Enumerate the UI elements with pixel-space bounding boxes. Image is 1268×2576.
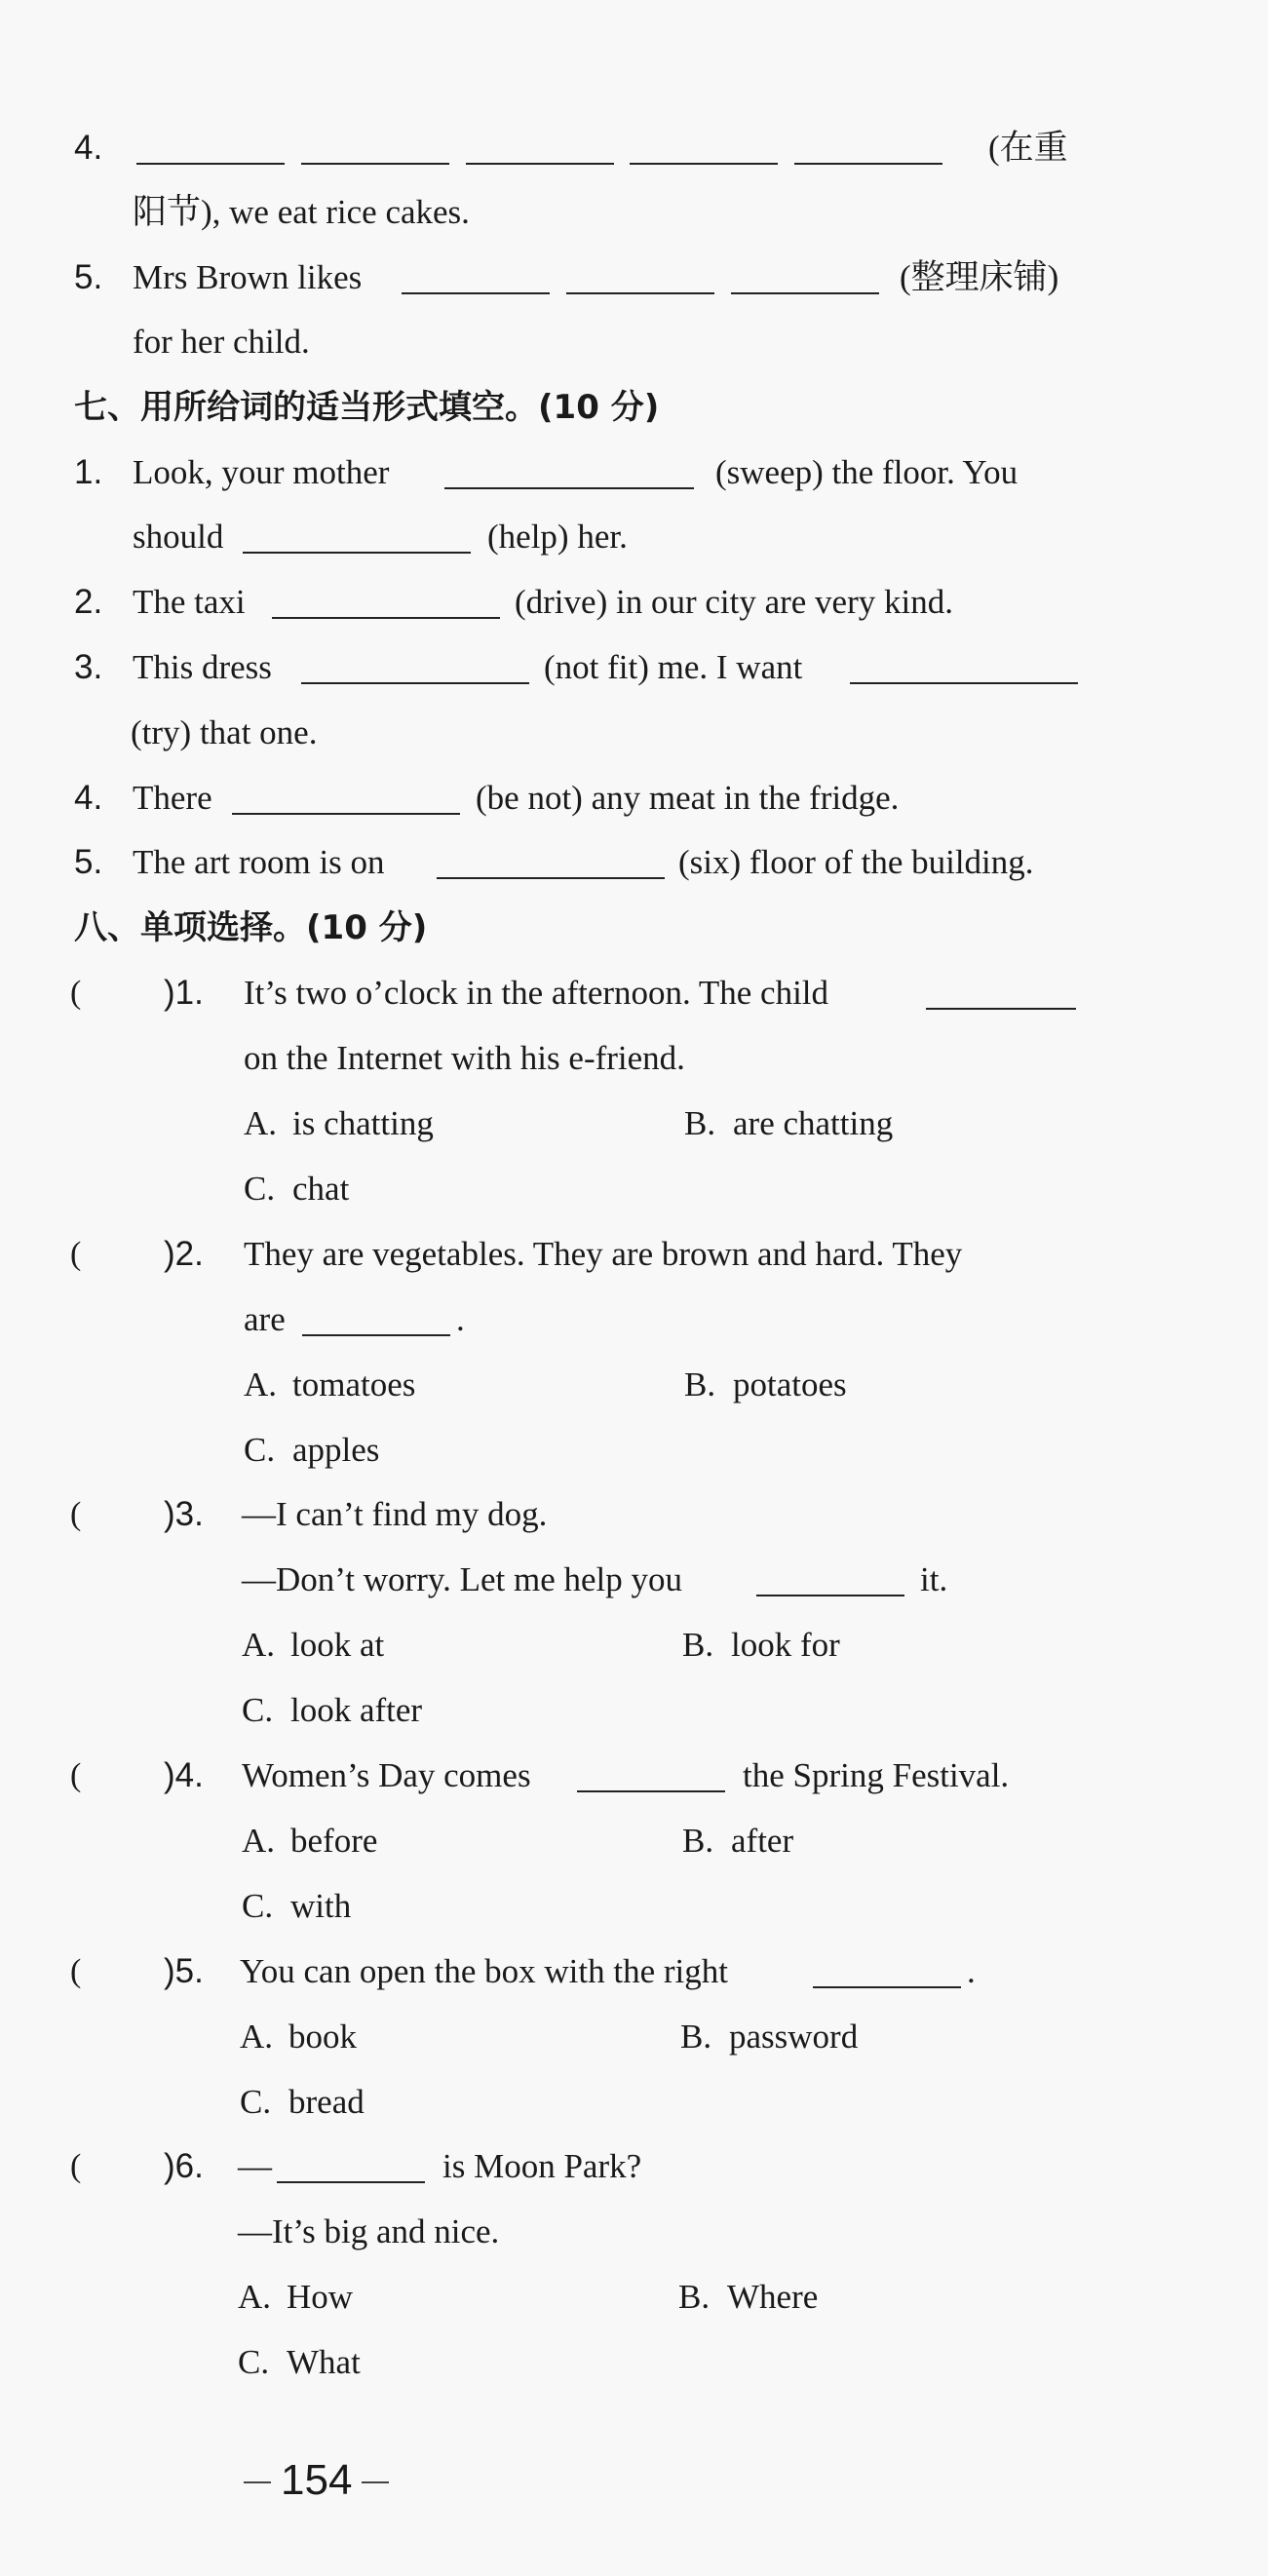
question-number: 5.: [74, 843, 103, 881]
option-text: bread: [288, 2083, 365, 2121]
s8-q3-line2: [0, 1551, 1268, 1609]
s7-q4: [0, 769, 1268, 827]
s7-q3-line2: [0, 704, 1268, 762]
question-text: for her child.: [133, 323, 310, 361]
question-text: —It’s big and nice.: [238, 2212, 500, 2250]
s8-q6-line2: [0, 2203, 1268, 2261]
question-text: The taxi: [133, 583, 246, 621]
option-c[interactable]: [242, 1877, 351, 1936]
question-text: You can open the box with the right: [240, 1952, 728, 1990]
question-text: —: [238, 2147, 272, 2185]
option-text: apples: [292, 1431, 380, 1469]
option-a[interactable]: [244, 1095, 434, 1153]
s8-q1-line1: [0, 964, 1268, 1022]
s8-q6-line1: [0, 2137, 1268, 2196]
question-text: (sweep) the floor. You: [715, 453, 1018, 491]
s8-q6-options-ab: [0, 2268, 1268, 2326]
question-number: 4.: [74, 779, 103, 817]
s8-q2-options-ab: [0, 1356, 1268, 1414]
option-letter: B.: [678, 2278, 711, 2316]
s8-q5-options-ab: [0, 2008, 1268, 2066]
question-text: 阳节), we eat rice cakes.: [133, 193, 470, 231]
question-text: Women’s Day comes: [242, 1756, 531, 1794]
answer-blank[interactable]: [566, 257, 714, 294]
option-b[interactable]: [682, 1616, 840, 1674]
option-a[interactable]: [242, 1616, 384, 1674]
answer-blank[interactable]: [277, 2146, 425, 2183]
answer-blank[interactable]: [232, 778, 460, 815]
option-text: password: [729, 2018, 859, 2056]
option-a[interactable]: [244, 1356, 415, 1414]
question-number: )4.: [164, 1756, 204, 1794]
answer-bracket[interactable]: (: [70, 1757, 82, 1793]
s8-q3-line1: [0, 1485, 1268, 1544]
question-text: They are vegetables. They are brown and hard. They: [244, 1235, 963, 1273]
answer-blank[interactable]: [926, 973, 1076, 1010]
s7-q1-line2: [0, 508, 1268, 566]
answer-blank[interactable]: [301, 647, 529, 684]
option-c[interactable]: [244, 1160, 349, 1218]
s8-q3-options-ab: [0, 1616, 1268, 1674]
option-b[interactable]: [680, 2008, 858, 2066]
decorative-dash: [244, 2481, 271, 2483]
question-text: Mrs Brown likes: [133, 258, 363, 296]
option-text: look for: [731, 1626, 840, 1664]
question-number: 2.: [74, 583, 103, 621]
question-text: —I can’t find my dog.: [242, 1495, 548, 1533]
option-text: look at: [290, 1626, 385, 1664]
s8-q2-line2: [0, 1290, 1268, 1349]
option-text: after: [731, 1822, 794, 1860]
s8-q5-line1: [0, 1942, 1268, 2001]
option-letter: A.: [244, 1104, 278, 1142]
question-text: (six) floor of the building.: [678, 843, 1034, 881]
answer-bracket[interactable]: (: [70, 1496, 82, 1532]
option-text: look after: [290, 1691, 423, 1729]
option-letter: B.: [682, 1822, 714, 1860]
question-text: (try) that one.: [131, 713, 318, 751]
option-letter: C.: [240, 2083, 272, 2121]
question-number: )5.: [164, 1952, 204, 1990]
answer-blank[interactable]: [136, 128, 285, 165]
question-text: should: [133, 518, 224, 556]
prev-q4-line2: [0, 183, 1268, 242]
s8-q6-options-c: [0, 2333, 1268, 2392]
s8-q1-options-c: [0, 1160, 1268, 1218]
option-letter: C.: [242, 1887, 274, 1925]
option-c[interactable]: [240, 2073, 365, 2132]
option-c[interactable]: [242, 1681, 422, 1740]
s8-q3-options-c: [0, 1681, 1268, 1740]
s8-q2-options-c: [0, 1421, 1268, 1480]
option-c[interactable]: [238, 2333, 361, 2392]
option-text: What: [287, 2343, 361, 2381]
option-letter: A.: [242, 1822, 276, 1860]
answer-blank[interactable]: [466, 128, 614, 165]
page-number-text: 154: [281, 2456, 353, 2504]
question-number: 1.: [74, 453, 103, 491]
option-text: book: [288, 2018, 357, 2056]
section-title: 八、单项选择。(10 分): [74, 908, 428, 947]
option-letter: A.: [238, 2278, 272, 2316]
option-letter: A.: [240, 2018, 274, 2056]
option-text: is chatting: [292, 1104, 434, 1142]
option-text: tomatoes: [292, 1365, 416, 1403]
section-title: 七、用所给词的适当形式填空。(10 分): [74, 388, 660, 427]
option-b[interactable]: [682, 1812, 793, 1870]
question-number: 3.: [74, 648, 103, 686]
question-number: )1.: [164, 974, 204, 1012]
s7-q1-line1: [0, 443, 1268, 502]
question-number: 5.: [74, 258, 103, 296]
answer-bracket[interactable]: (: [70, 975, 82, 1011]
section7-heading: [0, 378, 1268, 437]
option-a[interactable]: [240, 2008, 357, 2066]
answer-blank[interactable]: [794, 128, 942, 165]
s8-q4-line1: [0, 1747, 1268, 1805]
question-text: on the Internet with his e-friend.: [244, 1039, 685, 1077]
option-text: with: [290, 1887, 352, 1925]
answer-blank[interactable]: [272, 582, 500, 619]
answer-blank[interactable]: [243, 517, 471, 554]
question-text: The art room is on: [133, 843, 385, 881]
section8-heading: [0, 899, 1268, 957]
option-letter: B.: [680, 2018, 712, 2056]
option-letter: B.: [684, 1104, 716, 1142]
question-text: the Spring Festival.: [743, 1756, 1010, 1794]
option-text: Where: [727, 2278, 819, 2316]
answer-blank[interactable]: [850, 647, 1078, 684]
question-number: )6.: [164, 2147, 204, 2185]
question-text: It’s two o’clock in the afternoon. The child: [244, 974, 829, 1012]
answer-bracket[interactable]: (: [70, 1953, 82, 1989]
decorative-dash: [362, 2481, 389, 2483]
s7-q3-line1: [0, 638, 1268, 697]
option-a[interactable]: [242, 1812, 377, 1870]
option-letter: A.: [244, 1365, 278, 1403]
question-text: —Don’t worry. Let me help you: [242, 1560, 682, 1598]
question-number: )3.: [164, 1495, 204, 1533]
question-text: (not fit) me. I want: [544, 648, 803, 686]
s7-q5: [0, 833, 1268, 892]
option-letter: A.: [242, 1626, 276, 1664]
question-number: )2.: [164, 1235, 204, 1273]
hint-text: (在重: [988, 129, 1068, 167]
answer-blank[interactable]: [301, 128, 449, 165]
question-text: is Moon Park?: [442, 2147, 642, 2185]
option-b[interactable]: [684, 1356, 847, 1414]
question-text: There: [133, 779, 212, 817]
option-text: potatoes: [733, 1365, 847, 1403]
option-letter: C.: [242, 1691, 274, 1729]
prev-q5-line2: [0, 313, 1268, 371]
question-text: This dress: [133, 648, 272, 686]
question-text: are: [244, 1300, 286, 1338]
answer-bracket[interactable]: (: [70, 2148, 82, 2184]
question-text: .: [456, 1300, 465, 1338]
answer-blank[interactable]: [444, 452, 694, 489]
answer-blank[interactable]: [402, 257, 550, 294]
option-letter: B.: [684, 1365, 716, 1403]
option-letter: C.: [238, 2343, 270, 2381]
answer-blank[interactable]: [731, 257, 879, 294]
option-a[interactable]: [238, 2268, 353, 2326]
question-text: (help) her.: [487, 518, 628, 556]
answer-blank[interactable]: [630, 128, 778, 165]
option-letter: B.: [682, 1626, 714, 1664]
question-text: .: [967, 1952, 976, 1990]
page-number: [234, 2446, 399, 2515]
answer-bracket[interactable]: (: [70, 1236, 82, 1272]
prev-q4-line1: [0, 119, 1268, 177]
answer-blank[interactable]: [437, 842, 665, 879]
prev-q5-line1: [0, 249, 1268, 307]
option-b[interactable]: [678, 2268, 818, 2326]
question-text: (be not) any meat in the fridge.: [476, 779, 900, 817]
question-text: Look, your mother: [133, 453, 390, 491]
option-c[interactable]: [244, 1421, 379, 1480]
answer-blank[interactable]: [577, 1755, 725, 1792]
s8-q2-line1: [0, 1225, 1268, 1284]
s8-q1-options-ab: [0, 1095, 1268, 1153]
option-text: before: [290, 1822, 378, 1860]
s8-q5-options-c: [0, 2073, 1268, 2132]
option-b[interactable]: [684, 1095, 893, 1153]
hint-text: (整理床铺): [900, 258, 1059, 296]
answer-blank[interactable]: [813, 1951, 961, 1988]
question-text: (drive) in our city are very kind.: [515, 583, 953, 621]
option-letter: C.: [244, 1431, 276, 1469]
s8-q4-options-c: [0, 1877, 1268, 1936]
s8-q1-line2: [0, 1029, 1268, 1088]
s7-q2: [0, 573, 1268, 632]
answer-blank[interactable]: [302, 1299, 450, 1336]
question-text: it.: [920, 1560, 948, 1598]
option-letter: C.: [244, 1170, 276, 1208]
option-text: chat: [292, 1170, 350, 1208]
s8-q4-options-ab: [0, 1812, 1268, 1870]
question-number: 4.: [74, 129, 103, 167]
answer-blank[interactable]: [756, 1559, 904, 1596]
option-text: How: [287, 2278, 354, 2316]
option-text: are chatting: [733, 1104, 894, 1142]
